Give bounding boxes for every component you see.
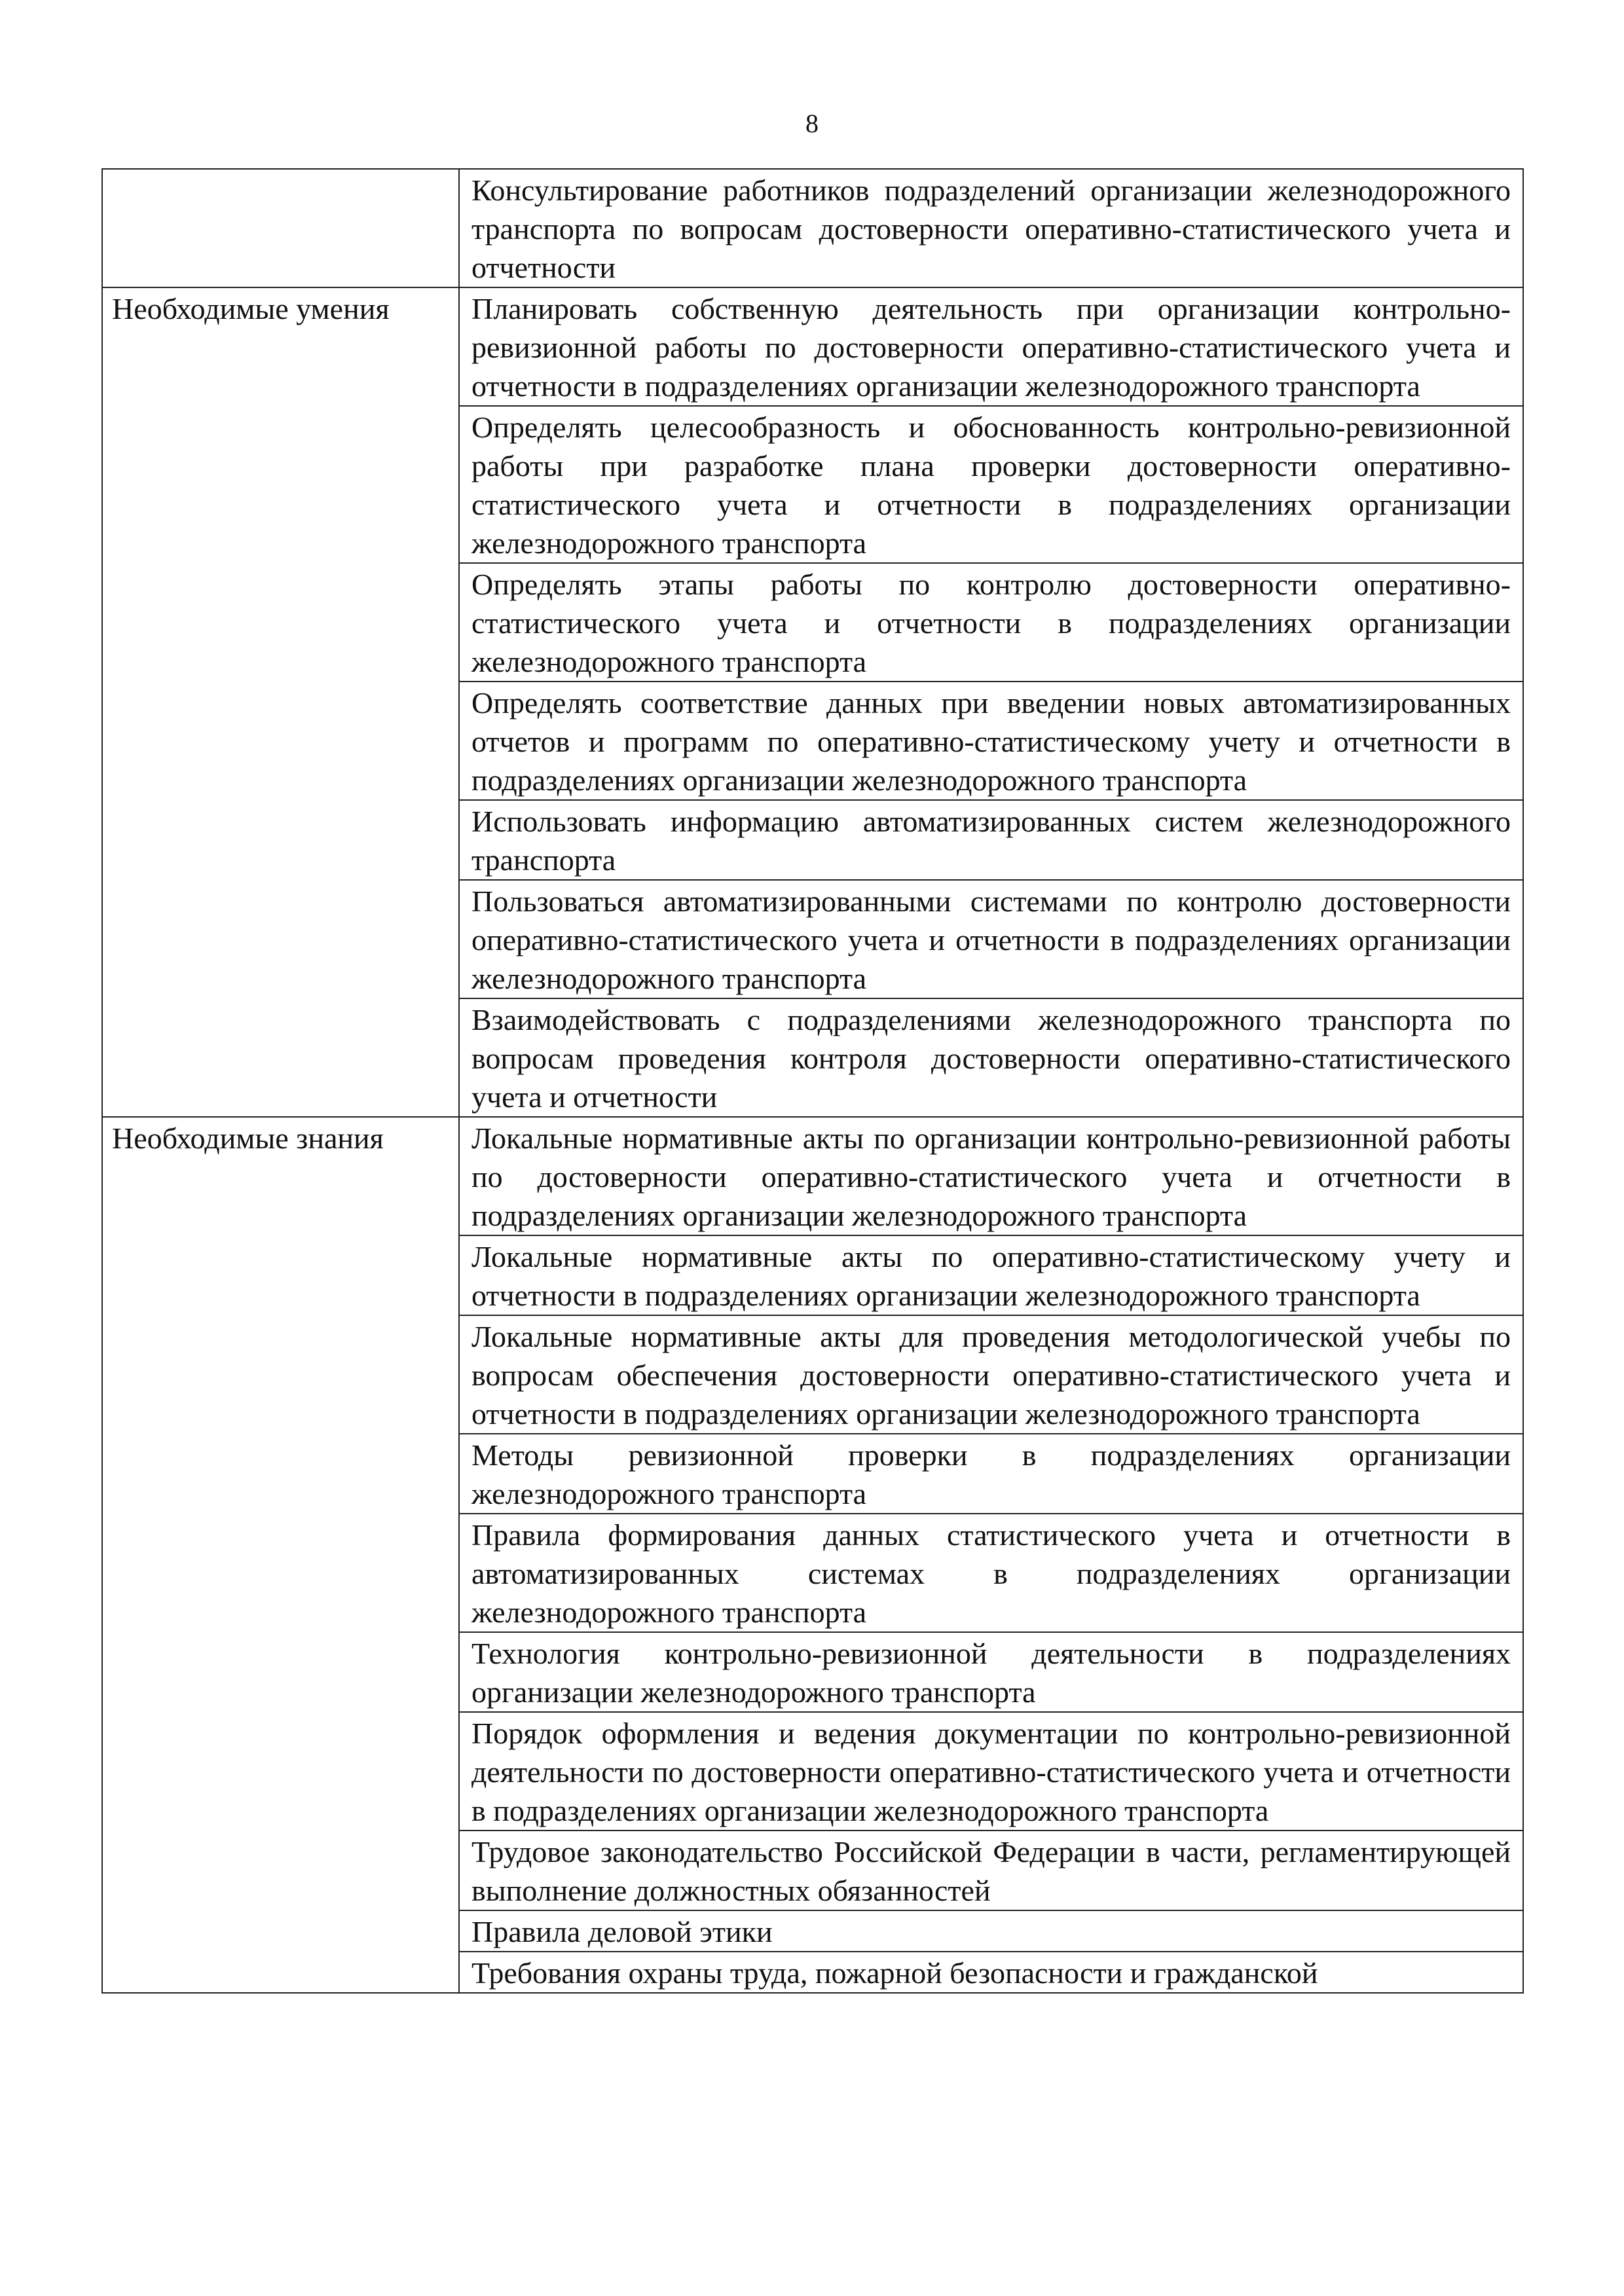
table-row [102, 287, 1523, 406]
section-label [102, 169, 459, 287]
table-cell: Взаимодействовать с подразделениями железнодорожного транспорта по вопросам проведения контроля достоверности оперативно-статистического учета и отчетности [459, 998, 1523, 1117]
table-cell: Технология контрольно-ревизионной деятельности в подразделениях организации железнодорожного транспорта [459, 1632, 1523, 1712]
table-cell: Определять соответствие данных при введении новых автоматизированных отчетов и программ по оперативно-статистическому учету и отчетности в подразделениях организации железнодорожного транспорта [459, 682, 1523, 800]
table-cell: Трудовое законодательство Российской Федерации в части, регламентирующей выполнение должностных обязанностей [459, 1831, 1523, 1910]
table-row [102, 169, 1523, 287]
table-cell: Порядок оформления и ведения документации по контрольно-ревизионной деятельности по достоверности оперативно-статистического учета и отчетности в подразделениях организации железнодорожного транспорта [459, 1712, 1523, 1831]
table-cell: Методы ревизионной проверки в подразделениях организации железнодорожного транспорта [459, 1434, 1523, 1514]
table-cell: Определять этапы работы по контролю достоверности оперативно-статистического учета и отчетности в подразделениях организации железнодорожного транспорта [459, 563, 1523, 682]
table-cell: Локальные нормативные акты по оперативно-статистическому учету и отчетности в подразделениях организации железнодорожного транспорта [459, 1235, 1523, 1315]
table-cell: Планировать собственную деятельность при организации контрольно-ревизионной работы по достоверности оперативно-статистического учета и отчетности в подразделениях организации железнодорожного транспорта [459, 287, 1523, 406]
qualification-table [101, 168, 1524, 1994]
table-cell: Локальные нормативные акты по организации контрольно-ревизионной работы по достоверности оперативно-статистического учета и отчетности в подразделениях организации железнодорожного транспорта [459, 1117, 1523, 1235]
table-row [102, 1117, 1523, 1235]
table-cell: Требования охраны труда, пожарной безопасности и гражданской [459, 1952, 1523, 1993]
table-cell: Правила деловой этики [459, 1910, 1523, 1952]
page-number: 8 [805, 109, 819, 138]
table-cell: Использовать информацию автоматизированных систем железнодорожного транспорта [459, 800, 1523, 880]
table-cell: Локальные нормативные акты для проведения методологической учебы по вопросам обеспечения достоверности оперативно-статистического учета и отчетности в подразделениях организации железнодорожного транспорта [459, 1315, 1523, 1434]
table-cell: Определять целесообразность и обоснованность контрольно-ревизионной работы при разработке плана проверки достоверности оперативно-статистического учета и отчетности в подразделениях организации железнодорожного транспорта [459, 406, 1523, 563]
table-cell: Правила формирования данных статистического учета и отчетности в автоматизированных системах в подразделениях организации железнодорожного транспорта [459, 1514, 1523, 1632]
section-label-knowledge: Необходимые знания [102, 1117, 459, 1993]
section-label-skills: Необходимые умения [102, 287, 459, 1117]
table-cell: Консультирование работников подразделений организации железнодорожного транспорта по вопросам достоверности оперативно-статистического учета и отчетности [459, 169, 1523, 287]
table-cell: Пользоваться автоматизированными системами по контролю достоверности оперативно-статистического учета и отчетности в подразделениях организации железнодорожного транспорта [459, 880, 1523, 998]
